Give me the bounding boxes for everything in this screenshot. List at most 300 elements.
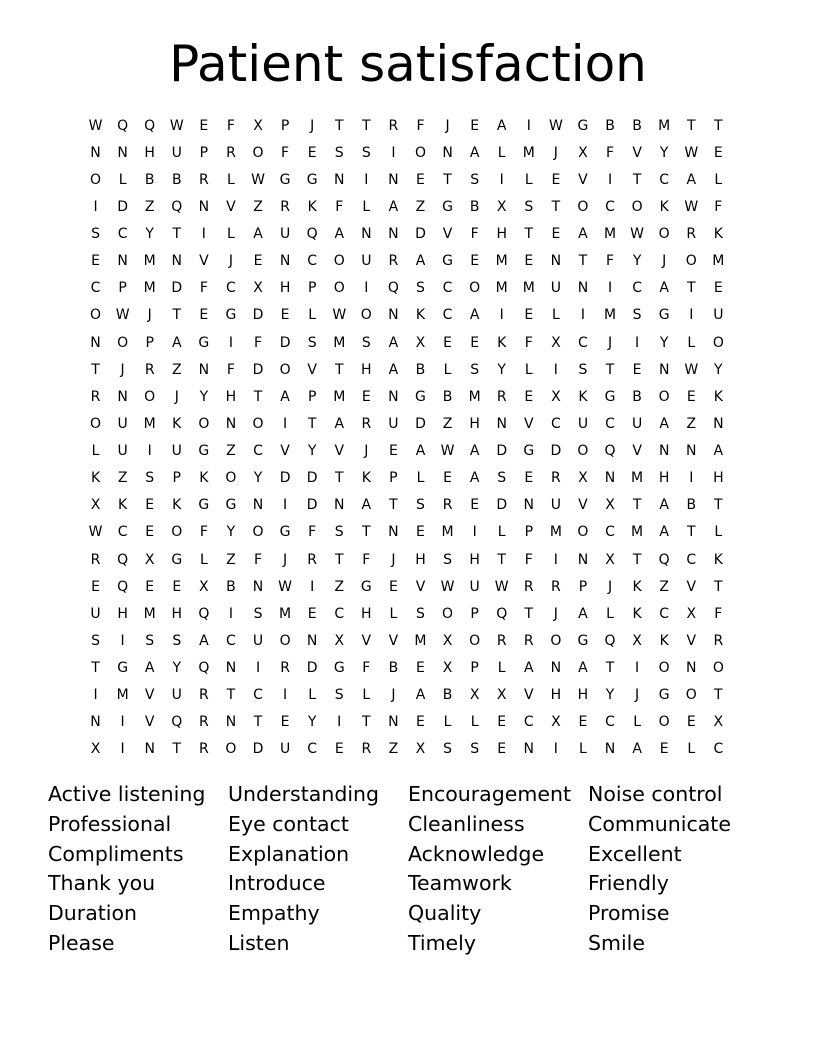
grid-letter: A bbox=[388, 198, 399, 215]
grid-letter: O bbox=[225, 741, 237, 758]
grid-letter: N bbox=[334, 497, 345, 514]
grid-row bbox=[82, 682, 732, 709]
grid-letter: L bbox=[606, 605, 614, 622]
grid-letter: U bbox=[171, 443, 182, 460]
grid-letter: E bbox=[280, 714, 290, 731]
grid-letter: U bbox=[631, 415, 643, 432]
grid-letter: V bbox=[442, 226, 453, 243]
grid-letter: D bbox=[252, 741, 264, 758]
grid-letter: L bbox=[687, 334, 696, 351]
grid-letter: O bbox=[252, 144, 264, 161]
grid-letter: L bbox=[443, 714, 452, 731]
grid-letter: B bbox=[226, 578, 236, 595]
grid-letter: F bbox=[253, 551, 263, 568]
grid-letter: E bbox=[524, 307, 534, 324]
grid-letter: R bbox=[523, 578, 534, 595]
grid-letter: W bbox=[278, 578, 292, 595]
grid-letter: T bbox=[686, 524, 696, 541]
grid-letter: O bbox=[685, 253, 697, 270]
letter-grid bbox=[82, 112, 732, 763]
grid-letter: O bbox=[658, 660, 670, 677]
grid-letter: S bbox=[361, 144, 371, 161]
grid-letter: N bbox=[658, 443, 670, 460]
grid-letter: R bbox=[361, 741, 372, 758]
grid-letter: T bbox=[362, 714, 371, 731]
grid-letter: O bbox=[252, 524, 264, 541]
grid-letter: T bbox=[632, 551, 642, 568]
grid-letter: H bbox=[496, 226, 507, 243]
grid-letter: E bbox=[713, 280, 723, 297]
grid-letter: F bbox=[362, 551, 371, 568]
grid-letter: I bbox=[120, 741, 125, 758]
grid-letter: N bbox=[198, 361, 210, 378]
grid-letter: J bbox=[391, 687, 396, 704]
grid-letter: V bbox=[632, 443, 642, 460]
grid-letter: C bbox=[226, 632, 236, 649]
grid-letter: P bbox=[307, 388, 317, 405]
grid-letter: Q bbox=[496, 605, 508, 622]
grid-letter: D bbox=[306, 470, 318, 487]
grid-letter: S bbox=[253, 605, 263, 622]
grid-letter: N bbox=[90, 714, 101, 731]
grid-letter: N bbox=[388, 714, 399, 731]
grid-letter: G bbox=[171, 551, 183, 568]
grid-letter: X bbox=[578, 144, 588, 161]
grid-letter: J bbox=[553, 144, 558, 161]
grid-letter: H bbox=[577, 687, 589, 704]
grid-letter: M bbox=[143, 280, 156, 297]
grid-letter: S bbox=[145, 632, 155, 649]
grid-letter: O bbox=[469, 280, 481, 297]
grid-letter: G bbox=[577, 117, 589, 134]
grid-letter: A bbox=[469, 443, 480, 460]
grid-letter: A bbox=[578, 605, 588, 622]
grid-letter: N bbox=[686, 443, 697, 460]
grid-letter: U bbox=[171, 144, 182, 161]
grid-letter: M bbox=[603, 226, 617, 243]
grid-letter: N bbox=[388, 226, 399, 243]
grid-letter: H bbox=[361, 605, 372, 622]
grid-letter: Z bbox=[334, 578, 345, 595]
grid-letter: P bbox=[578, 578, 588, 595]
grid-letter: A bbox=[686, 171, 697, 188]
grid-letter: K bbox=[415, 307, 426, 324]
grid-letter: R bbox=[551, 578, 561, 595]
grid-letter: Y bbox=[172, 660, 182, 677]
grid-letter: M bbox=[603, 307, 617, 324]
grid-letter: K bbox=[659, 632, 669, 649]
grid-letter: K bbox=[90, 470, 101, 487]
grid-letter: Z bbox=[253, 198, 263, 215]
grid-letter: A bbox=[469, 307, 480, 324]
grid-letter: W bbox=[684, 198, 699, 215]
word-list-item: Listen bbox=[228, 930, 290, 955]
grid-letter: A bbox=[334, 415, 345, 432]
grid-letter: K bbox=[199, 470, 209, 487]
grid-letter: L bbox=[687, 741, 696, 758]
grid-letter: J bbox=[147, 307, 152, 324]
grid-letter: F bbox=[199, 524, 208, 541]
grid-letter: I bbox=[255, 660, 261, 677]
grid-letter: E bbox=[713, 144, 723, 161]
grid-letter: E bbox=[578, 714, 588, 731]
grid-letter: N bbox=[550, 660, 562, 677]
grid-letter: F bbox=[281, 144, 290, 161]
grid-letter: E bbox=[145, 578, 155, 595]
grid-letter: L bbox=[714, 524, 723, 541]
grid-letter: X bbox=[469, 687, 480, 704]
grid-letter: B bbox=[442, 687, 453, 704]
grid-letter: M bbox=[116, 687, 129, 704]
grid-row bbox=[82, 329, 732, 356]
grid-letter: E bbox=[497, 714, 507, 731]
grid-letter: H bbox=[279, 280, 291, 297]
grid-letter: I bbox=[93, 687, 98, 704]
grid-letter: J bbox=[228, 253, 233, 270]
grid-letter: I bbox=[472, 524, 477, 541]
grid-letter: O bbox=[577, 198, 589, 215]
grid-letter: W bbox=[88, 524, 103, 541]
grid-letter: O bbox=[144, 388, 156, 405]
grid-letter: O bbox=[333, 253, 345, 270]
grid-letter: L bbox=[497, 144, 506, 161]
grid-letter: X bbox=[415, 741, 426, 758]
grid-letter: L bbox=[227, 171, 235, 188]
grid-letter: C bbox=[334, 605, 345, 622]
grid-letter: I bbox=[526, 117, 531, 134]
grid-letter: I bbox=[391, 144, 396, 161]
grid-letter: I bbox=[147, 443, 152, 460]
grid-letter: L bbox=[497, 660, 506, 677]
grid-letter: O bbox=[658, 714, 670, 731]
grid-letter: V bbox=[280, 443, 290, 460]
grid-letter: Z bbox=[659, 578, 669, 595]
grid-letter: I bbox=[283, 687, 288, 704]
grid-letter: A bbox=[415, 443, 426, 460]
grid-letter: R bbox=[442, 497, 453, 514]
grid-letter: Q bbox=[198, 660, 210, 677]
grid-letter: A bbox=[524, 660, 534, 677]
word-list-item: Duration bbox=[48, 901, 138, 926]
grid-letter: F bbox=[470, 226, 479, 243]
grid-letter: J bbox=[310, 117, 315, 134]
grid-letter: M bbox=[631, 524, 644, 541]
grid-letter: A bbox=[496, 117, 507, 134]
grid-letter: A bbox=[144, 660, 155, 677]
grid-letter: T bbox=[578, 253, 588, 270]
grid-letter: V bbox=[686, 632, 697, 649]
grid-row bbox=[82, 736, 732, 763]
grid-letter: O bbox=[117, 334, 129, 351]
grid-letter: J bbox=[391, 551, 396, 568]
grid-letter: I bbox=[553, 551, 558, 568]
grid-letter: A bbox=[659, 497, 669, 514]
grid-letter: X bbox=[632, 632, 642, 649]
grid-letter: F bbox=[714, 605, 723, 622]
grid-letter: D bbox=[279, 334, 291, 351]
grid-letter: P bbox=[145, 334, 154, 351]
grid-letter: K bbox=[578, 388, 588, 405]
grid-letter: H bbox=[713, 470, 724, 487]
grid-letter: C bbox=[117, 524, 128, 541]
grid-letter: B bbox=[442, 388, 453, 405]
grid-letter: W bbox=[494, 578, 509, 595]
grid-letter: A bbox=[578, 226, 588, 243]
grid-letter: N bbox=[523, 497, 535, 514]
grid-letter: I bbox=[499, 171, 504, 188]
grid-letter: U bbox=[171, 687, 182, 704]
grid-letter: G bbox=[198, 443, 210, 460]
grid-letter: N bbox=[90, 144, 101, 161]
grid-letter: X bbox=[415, 334, 426, 351]
grid-letter: Y bbox=[714, 361, 723, 378]
grid-letter: N bbox=[144, 741, 155, 758]
grid-letter: P bbox=[470, 660, 479, 677]
grid-letter: T bbox=[253, 714, 263, 731]
grid-row bbox=[82, 709, 732, 736]
grid-letter: R bbox=[361, 415, 372, 432]
grid-letter: G bbox=[415, 388, 426, 405]
grid-letter: E bbox=[686, 714, 696, 731]
grid-letter: Y bbox=[145, 226, 154, 243]
grid-letter: C bbox=[226, 280, 236, 297]
grid-letter: T bbox=[686, 280, 696, 297]
grid-letter: M bbox=[143, 415, 156, 432]
grid-row bbox=[82, 627, 732, 654]
grid-row bbox=[82, 465, 732, 492]
grid-letter: I bbox=[93, 198, 98, 215]
grid-letter: Q bbox=[144, 117, 156, 134]
grid-letter: W bbox=[684, 144, 699, 161]
grid-letter: L bbox=[308, 307, 317, 324]
word-list-item: Acknowledge bbox=[408, 841, 545, 866]
grid-letter: P bbox=[118, 280, 127, 297]
grid-row bbox=[82, 221, 732, 248]
grid-letter: K bbox=[713, 388, 723, 405]
grid-letter: V bbox=[632, 144, 642, 161]
grid-letter: R bbox=[280, 198, 290, 215]
grid-letter: F bbox=[226, 361, 235, 378]
grid-row bbox=[82, 573, 732, 600]
grid-letter: A bbox=[632, 741, 642, 758]
grid-letter: F bbox=[199, 280, 208, 297]
grid-letter: T bbox=[632, 497, 642, 514]
grid-row bbox=[82, 302, 732, 329]
grid-letter: V bbox=[226, 198, 236, 215]
grid-letter: G bbox=[198, 497, 210, 514]
grid-letter: S bbox=[145, 470, 155, 487]
grid-letter: T bbox=[497, 551, 506, 568]
grid-letter: E bbox=[443, 334, 452, 351]
grid-letter: B bbox=[632, 388, 642, 405]
grid-letter: N bbox=[225, 660, 237, 677]
grid-letter: R bbox=[198, 687, 209, 704]
grid-letter: E bbox=[632, 361, 642, 378]
grid-letter: D bbox=[550, 443, 562, 460]
grid-letter: I bbox=[283, 497, 288, 514]
word-list-item: Compliments bbox=[48, 841, 184, 866]
grid-letter: Q bbox=[658, 551, 670, 568]
grid-letter: E bbox=[172, 578, 182, 595]
grid-row bbox=[82, 519, 732, 546]
grid-letter: V bbox=[334, 443, 345, 460]
grid-letter: S bbox=[443, 551, 452, 568]
grid-letter: T bbox=[714, 117, 723, 134]
grid-letter: G bbox=[360, 578, 372, 595]
grid-letter: I bbox=[364, 171, 369, 188]
grid-letter: V bbox=[524, 687, 534, 704]
grid-letter: F bbox=[416, 117, 425, 134]
grid-letter: T bbox=[362, 524, 371, 541]
grid-letter: C bbox=[605, 415, 615, 432]
grid-letter: N bbox=[577, 551, 589, 568]
grid-letter: N bbox=[306, 632, 318, 649]
grid-letter: Q bbox=[117, 551, 129, 568]
grid-letter: X bbox=[605, 497, 615, 514]
grid-row bbox=[82, 356, 732, 383]
grid-letter: E bbox=[470, 253, 480, 270]
grid-letter: U bbox=[469, 578, 480, 595]
grid-letter: R bbox=[686, 226, 697, 243]
grid-letter: P bbox=[389, 470, 398, 487]
grid-letter: Z bbox=[171, 361, 182, 378]
grid-letter: G bbox=[658, 307, 670, 324]
grid-letter: S bbox=[361, 334, 371, 351]
word-list-item: Excellent bbox=[588, 841, 682, 866]
grid-letter: U bbox=[577, 415, 589, 432]
grid-row bbox=[82, 275, 732, 302]
grid-letter: S bbox=[470, 361, 480, 378]
grid-letter: C bbox=[523, 714, 534, 731]
grid-letter: I bbox=[689, 470, 694, 487]
word-list-item: Noise control bbox=[588, 782, 723, 806]
grid-letter: G bbox=[442, 253, 453, 270]
grid-letter: Z bbox=[226, 443, 236, 460]
grid-letter: H bbox=[469, 551, 480, 568]
grid-letter: K bbox=[307, 198, 317, 215]
word-list-item: Cleanliness bbox=[408, 811, 525, 836]
grid-letter: Q bbox=[117, 117, 129, 134]
grid-letter: E bbox=[551, 171, 561, 188]
grid-letter: W bbox=[440, 443, 455, 460]
grid-letter: U bbox=[279, 226, 291, 243]
grid-letter: N bbox=[90, 334, 101, 351]
grid-letter: X bbox=[605, 551, 615, 568]
grid-letter: O bbox=[360, 307, 372, 324]
grid-letter: I bbox=[120, 714, 125, 731]
grid-letter: O bbox=[712, 660, 724, 677]
grid-letter: A bbox=[659, 280, 669, 297]
grid-letter: K bbox=[632, 578, 642, 595]
grid-letter: X bbox=[686, 605, 697, 622]
word-list-item: Communicate bbox=[588, 811, 731, 836]
grid-letter: M bbox=[712, 253, 725, 270]
grid-letter: T bbox=[605, 361, 615, 378]
grid-letter: T bbox=[334, 361, 344, 378]
grid-letter: N bbox=[117, 388, 128, 405]
grid-letter: O bbox=[577, 524, 589, 541]
grid-letter: A bbox=[659, 415, 669, 432]
grid-letter: X bbox=[442, 660, 453, 677]
grid-row bbox=[82, 248, 732, 275]
grid-letter: S bbox=[416, 497, 425, 514]
grid-letter: D bbox=[117, 198, 128, 215]
grid-letter: I bbox=[553, 741, 558, 758]
grid-letter: T bbox=[551, 198, 561, 215]
grid-letter: R bbox=[90, 388, 101, 405]
grid-letter: K bbox=[172, 497, 182, 514]
grid-row bbox=[82, 438, 732, 465]
grid-letter: V bbox=[361, 632, 372, 649]
grid-letter: G bbox=[198, 334, 210, 351]
grid-letter: E bbox=[551, 226, 561, 243]
grid-letter: N bbox=[117, 253, 128, 270]
grid-letter: F bbox=[308, 524, 317, 541]
grid-letter: N bbox=[361, 226, 372, 243]
grid-letter: R bbox=[307, 551, 318, 568]
grid-letter: V bbox=[144, 714, 155, 731]
grid-letter: U bbox=[252, 632, 264, 649]
grid-letter: R bbox=[280, 660, 290, 677]
grid-letter: M bbox=[441, 524, 454, 541]
grid-letter: O bbox=[333, 280, 345, 297]
grid-letter: K bbox=[713, 226, 723, 243]
grid-letter: W bbox=[440, 578, 455, 595]
grid-letter: F bbox=[524, 551, 533, 568]
grid-letter: Y bbox=[497, 361, 506, 378]
grid-letter: E bbox=[497, 741, 507, 758]
grid-letter: I bbox=[337, 714, 342, 731]
grid-letter: Q bbox=[171, 198, 183, 215]
grid-letter: X bbox=[442, 632, 453, 649]
grid-letter: T bbox=[91, 660, 100, 677]
grid-letter: W bbox=[684, 361, 699, 378]
grid-letter: L bbox=[389, 605, 398, 622]
grid-letter: Y bbox=[605, 687, 615, 704]
grid-letter: O bbox=[550, 632, 562, 649]
grid-letter: N bbox=[388, 524, 399, 541]
grid-letter: Y bbox=[253, 470, 263, 487]
grid-letter: P bbox=[172, 470, 181, 487]
grid-letter: J bbox=[174, 388, 179, 405]
grid-letter: Z bbox=[686, 415, 697, 432]
grid-letter: E bbox=[199, 117, 209, 134]
grid-letter: X bbox=[551, 334, 561, 351]
grid-letter: N bbox=[171, 253, 183, 270]
grid-letter: N bbox=[252, 578, 264, 595]
grid-letter: N bbox=[117, 144, 128, 161]
grid-letter: R bbox=[198, 741, 209, 758]
grid-letter: D bbox=[496, 497, 508, 514]
grid-letter: S bbox=[470, 171, 480, 188]
grid-letter: G bbox=[225, 307, 237, 324]
grid-letter: P bbox=[524, 524, 534, 541]
grid-letter: D bbox=[306, 497, 318, 514]
grid-letter: L bbox=[118, 171, 127, 188]
grid-letter: N bbox=[388, 388, 399, 405]
grid-letter: K bbox=[713, 551, 723, 568]
grid-letter: Y bbox=[199, 388, 209, 405]
grid-letter: W bbox=[88, 117, 103, 134]
grid-letter: S bbox=[578, 361, 588, 378]
grid-letter: N bbox=[198, 198, 210, 215]
grid-letter: O bbox=[712, 334, 724, 351]
grid-letter: M bbox=[495, 253, 508, 270]
grid-letter: V bbox=[307, 361, 317, 378]
grid-letter: G bbox=[333, 660, 345, 677]
grid-letter: T bbox=[632, 171, 642, 188]
grid-letter: T bbox=[524, 605, 534, 622]
